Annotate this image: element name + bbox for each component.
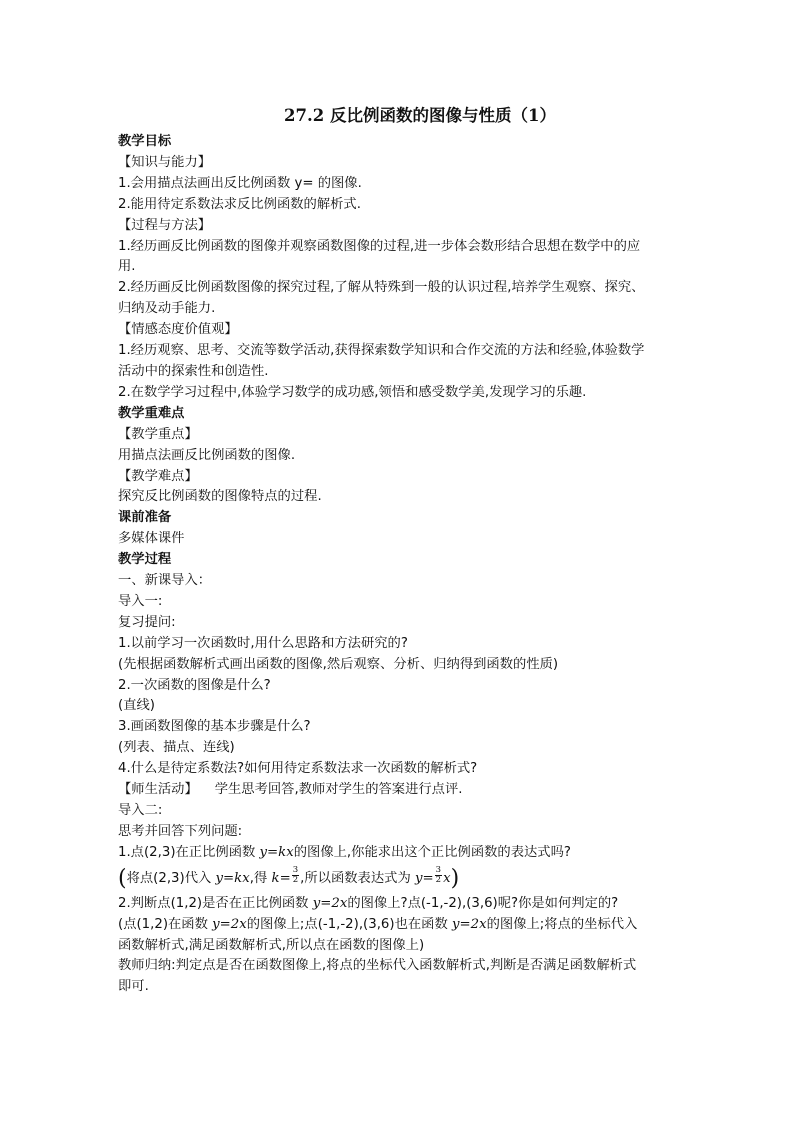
question-4: 4.什么是待定系数法?如何用待定系数法求一次函数的解析式? — [118, 761, 478, 777]
activity-text: 学生思考回答,教师对学生的答案进行点评. — [214, 782, 463, 798]
attitude-item-1-line-2: 活动中的探索性和创造性. — [118, 363, 269, 379]
attitude-heading: 【情感态度价值观】 — [118, 322, 238, 338]
process-item-2-line-1: 2.经历画反比例函数图像的探究过程,了解从特殊到一般的认识过程,培养学生观察、探究、 — [118, 280, 645, 296]
intro-two: 导入二: — [118, 803, 163, 818]
teacher-student-activity — [118, 780, 688, 801]
formula-x: x — [443, 870, 451, 886]
section-new-lesson: 一、新课导入： — [118, 573, 212, 589]
formula-y: y= — [414, 870, 434, 886]
knowledge-heading: 【知识与能力】 — [118, 154, 212, 170]
p2-answer-text-3: 的图像上;将点的坐标代入 — [486, 916, 638, 932]
difficulty-text: 探究反比例函数的图像特点的过程. — [118, 489, 322, 505]
problem-2-text-a: 2.判断点(1,2)是否在正比例函数 — [118, 895, 313, 911]
problem-1-text-a: 1.点(2,3)在正比例函数 — [118, 844, 260, 860]
question-3: 3.画函数图像的基本步骤是什么? — [118, 719, 311, 735]
key-points-heading: 教学重难点 — [118, 405, 185, 421]
fraction-denominator: 2 — [292, 875, 299, 886]
review-prompt: 复习提问: — [118, 614, 176, 630]
think-prompt: 思考并回答下列问题: — [118, 823, 243, 839]
process-item-2-line-2: 归纳及动手能力. — [118, 301, 216, 317]
close-paren: ) — [450, 865, 460, 891]
fraction-three-halves — [292, 866, 299, 885]
problem-2-answer-line-2: 函数解析式,满足函数解析式,所以点在函数的图像上) — [118, 937, 425, 953]
answer-text-2: ,得 — [249, 870, 272, 886]
p2-answer-text-2: 的图像上;点(-1,-2),(3,6)也在函数 — [246, 916, 452, 932]
preparation-text: 多媒体课件 — [118, 531, 185, 547]
answer-3: (列表、描点、连线) — [118, 740, 235, 756]
process-item-1-line-1: 1.经历画反比例函数的图像并观察函数图像的过程,进一步体会数形结合思想在数学中的应 — [118, 238, 641, 254]
formula-ykx: y=kx — [215, 870, 250, 886]
process-method-heading: 【过程与方法】 — [118, 217, 212, 233]
problem-1-answer — [118, 864, 688, 894]
answer-text-1: 将点(2,3)代入 — [126, 870, 216, 886]
difficulty-heading: 【教学难点】 — [118, 468, 198, 484]
problem-1-question — [118, 843, 688, 864]
formula-k: k= — [271, 870, 291, 886]
fraction-numerator: 3 — [292, 865, 299, 876]
question-1: 1.以前学习一次函数时,用什么思路和方法研究的? — [118, 635, 408, 651]
document-page — [118, 104, 688, 998]
intro-one: 导入一: — [118, 593, 163, 609]
problem-2-formula: y=2x — [312, 895, 348, 911]
attitude-item-2: 2.在数学学习过程中,体验学习数学的成功感,领悟和感受数学美,发现学习的乐趣. — [118, 384, 587, 400]
activity-label: 【师生活动】 — [118, 782, 198, 798]
fraction-denominator: 2 — [435, 875, 442, 886]
teacher-summary-line-1: 教师归纳:判定点是否在函数图像上,将点的坐标代入函数解析式,判断是否满足函数解析式 — [118, 958, 637, 974]
problem-2-text-b: 的图像上?点(-1,-2),(3,6)呢?你是如何判定的? — [347, 895, 619, 911]
problem-2-question — [118, 894, 688, 915]
problem-1-formula: y=kx — [259, 844, 294, 860]
preparation-heading: 课前准备 — [118, 510, 172, 526]
problem-2-answer-line-1 — [118, 915, 688, 936]
focus-text: 用描点法画反比例函数的图像. — [118, 447, 296, 463]
problem-1-text-b: 的图像上,你能求出这个正比例函数的表达式吗? — [293, 844, 571, 860]
question-2: 2.一次函数的图像是什么? — [118, 677, 271, 693]
p2-answer-text-1: (点(1,2)在函数 — [118, 916, 213, 932]
p2-formula-1: y=2x — [212, 916, 247, 932]
fraction-three-halves-2 — [435, 866, 442, 885]
p2-formula-2: y=2x — [452, 916, 487, 932]
attitude-item-1-line-1: 1.经历观察、思考、交流等数学活动,获得探索数学知识和合作交流的方法和经验,体验数学 — [118, 343, 645, 359]
fraction-numerator: 3 — [435, 865, 442, 876]
knowledge-item-1: 1.会用描点法画出反比例函数 y= 的图像. — [118, 175, 362, 191]
objectives-heading: 教学目标 — [118, 134, 172, 149]
answer-1: (先根据函数解析式画出函数的图像,然后观察、分析、归纳得到函数的性质) — [118, 656, 559, 672]
answer-text-3: ,所以函数表达式为 — [300, 870, 415, 886]
teaching-process-heading: 教学过程 — [118, 552, 172, 568]
knowledge-item-2: 2.能用待定系数法求反比例函数的解析式. — [118, 196, 361, 212]
answer-2: (直线) — [118, 698, 155, 714]
open-paren: ( — [118, 865, 127, 891]
focus-heading: 【教学重点】 — [118, 426, 198, 442]
teacher-summary-line-2: 即可. — [118, 979, 149, 995]
process-item-1-line-2: 用. — [118, 259, 136, 275]
page-title: 27.2 反比例函数的图像与性质（1） — [284, 106, 556, 125]
